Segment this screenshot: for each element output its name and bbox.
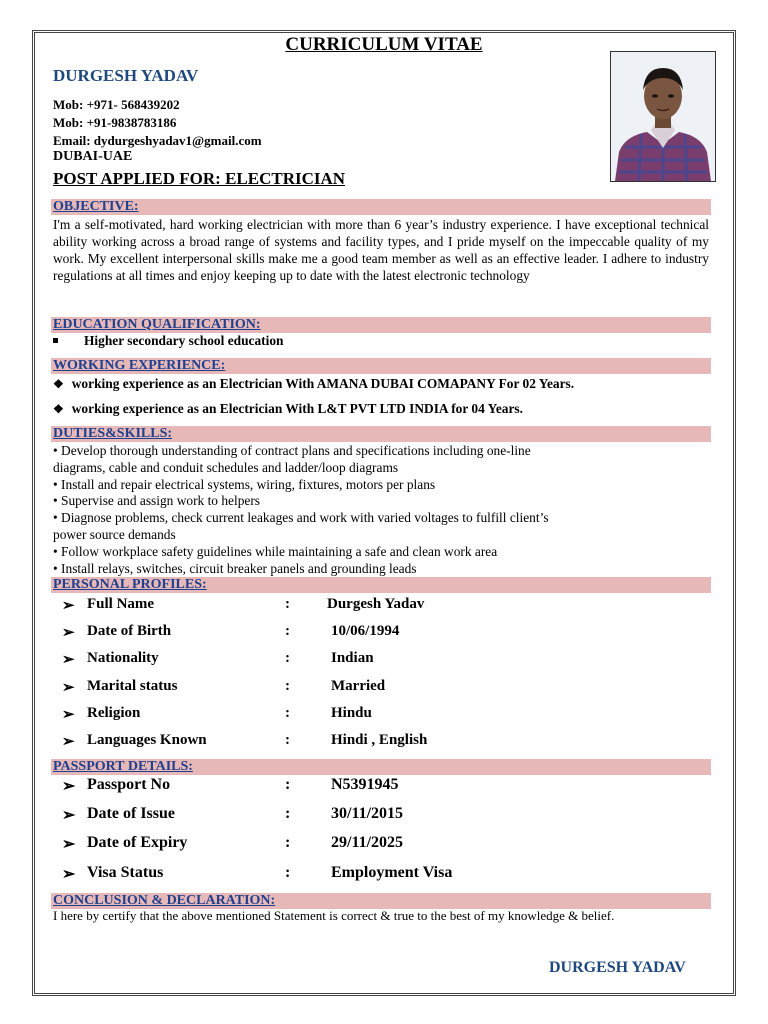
section-duties: DUTIES&SKILLS: xyxy=(51,426,711,442)
mobile-uae: Mob: +971- 568439202 xyxy=(53,97,180,112)
section-passport: PASSPORT DETAILS: xyxy=(51,759,711,775)
section-conclusion: CONCLUSION & DECLARATION: xyxy=(51,893,711,909)
arrow-bullet-icon: ➢ xyxy=(62,807,76,824)
arrow-bullet-icon: ➢ xyxy=(62,598,75,614)
declaration-text: I here by certify that the above mentioned Statement is correct & true to the best of my knowledge & belief. xyxy=(53,908,615,923)
mobile-india: Mob: +91-9838783186 xyxy=(53,115,177,130)
objective-text: I'm a self-motivated, hard working electrician with more than 6 year’s industry experience. I have exceptional technical ability working across a broad range of systems and facility types, and I pride myself on the impeccable quality of my work. My excellent interpersonal skills make me a good team member as well as an effective leader. I adhere to industry regulations at all times and enjoy keeping up to date with the latest electronic technology xyxy=(53,217,709,283)
arrow-bullet-icon: ➢ xyxy=(62,778,76,795)
arrow-bullet-icon: ➢ xyxy=(62,836,76,853)
arrow-bullet-icon: ➢ xyxy=(62,680,75,696)
experience-item: ❖ working experience as an Electrician With AMANA DUBAI COMAPANY For 02 Years. xyxy=(53,376,575,391)
section-objective: OBJECTIVE: xyxy=(51,199,711,215)
section-education: EDUCATION QUALIFICATION: xyxy=(51,317,711,333)
profile-photo xyxy=(610,51,716,182)
diamond-bullet-icon: ❖ xyxy=(53,377,64,391)
arrow-bullet-icon: ➢ xyxy=(62,866,76,883)
arrow-bullet-icon: ➢ xyxy=(62,707,75,723)
diamond-bullet-icon: ❖ xyxy=(53,402,64,416)
post-applied: POST APPLIED FOR: ELECTRICIAN xyxy=(53,169,346,188)
location: DUBAI-UAE xyxy=(53,149,133,164)
signature-name: DURGESH YADAV xyxy=(549,959,686,976)
document-title: CURRICULUM VITAE xyxy=(285,34,483,55)
arrow-bullet-icon: ➢ xyxy=(62,652,75,668)
section-experience: WORKING EXPERIENCE: xyxy=(51,358,711,374)
arrow-bullet-icon: ➢ xyxy=(62,734,75,750)
arrow-bullet-icon: ➢ xyxy=(62,625,75,641)
experience-item: ❖ working experience as an Electrician With L&T PVT LTD INDIA for 04 Years. xyxy=(53,401,523,416)
candidate-name: DURGESH YADAV xyxy=(53,66,199,85)
duties-list: • Develop thorough understanding of contract plans and specifications including one-line diagrams, cable and conduit schedules and ladder/loop diagrams • Install and repair electrical systems, wiring, fixtures, motors per plans • Supervise and assign work to helpers • Diagnose problems, check current leakages and work with varied voltages to fulfill client’s power source demands • Follow workplace safety guidelines while maintaining a safe and clean work area • Install relays, switches, circuit breaker panels and grounding leads xyxy=(53,443,549,576)
section-personal: PERSONAL PROFILES: xyxy=(51,577,711,593)
email: Email: dydurgeshyadav1@gmail.com xyxy=(53,133,262,148)
education-item: Higher secondary school education xyxy=(53,333,284,349)
square-bullet-icon xyxy=(53,338,58,343)
